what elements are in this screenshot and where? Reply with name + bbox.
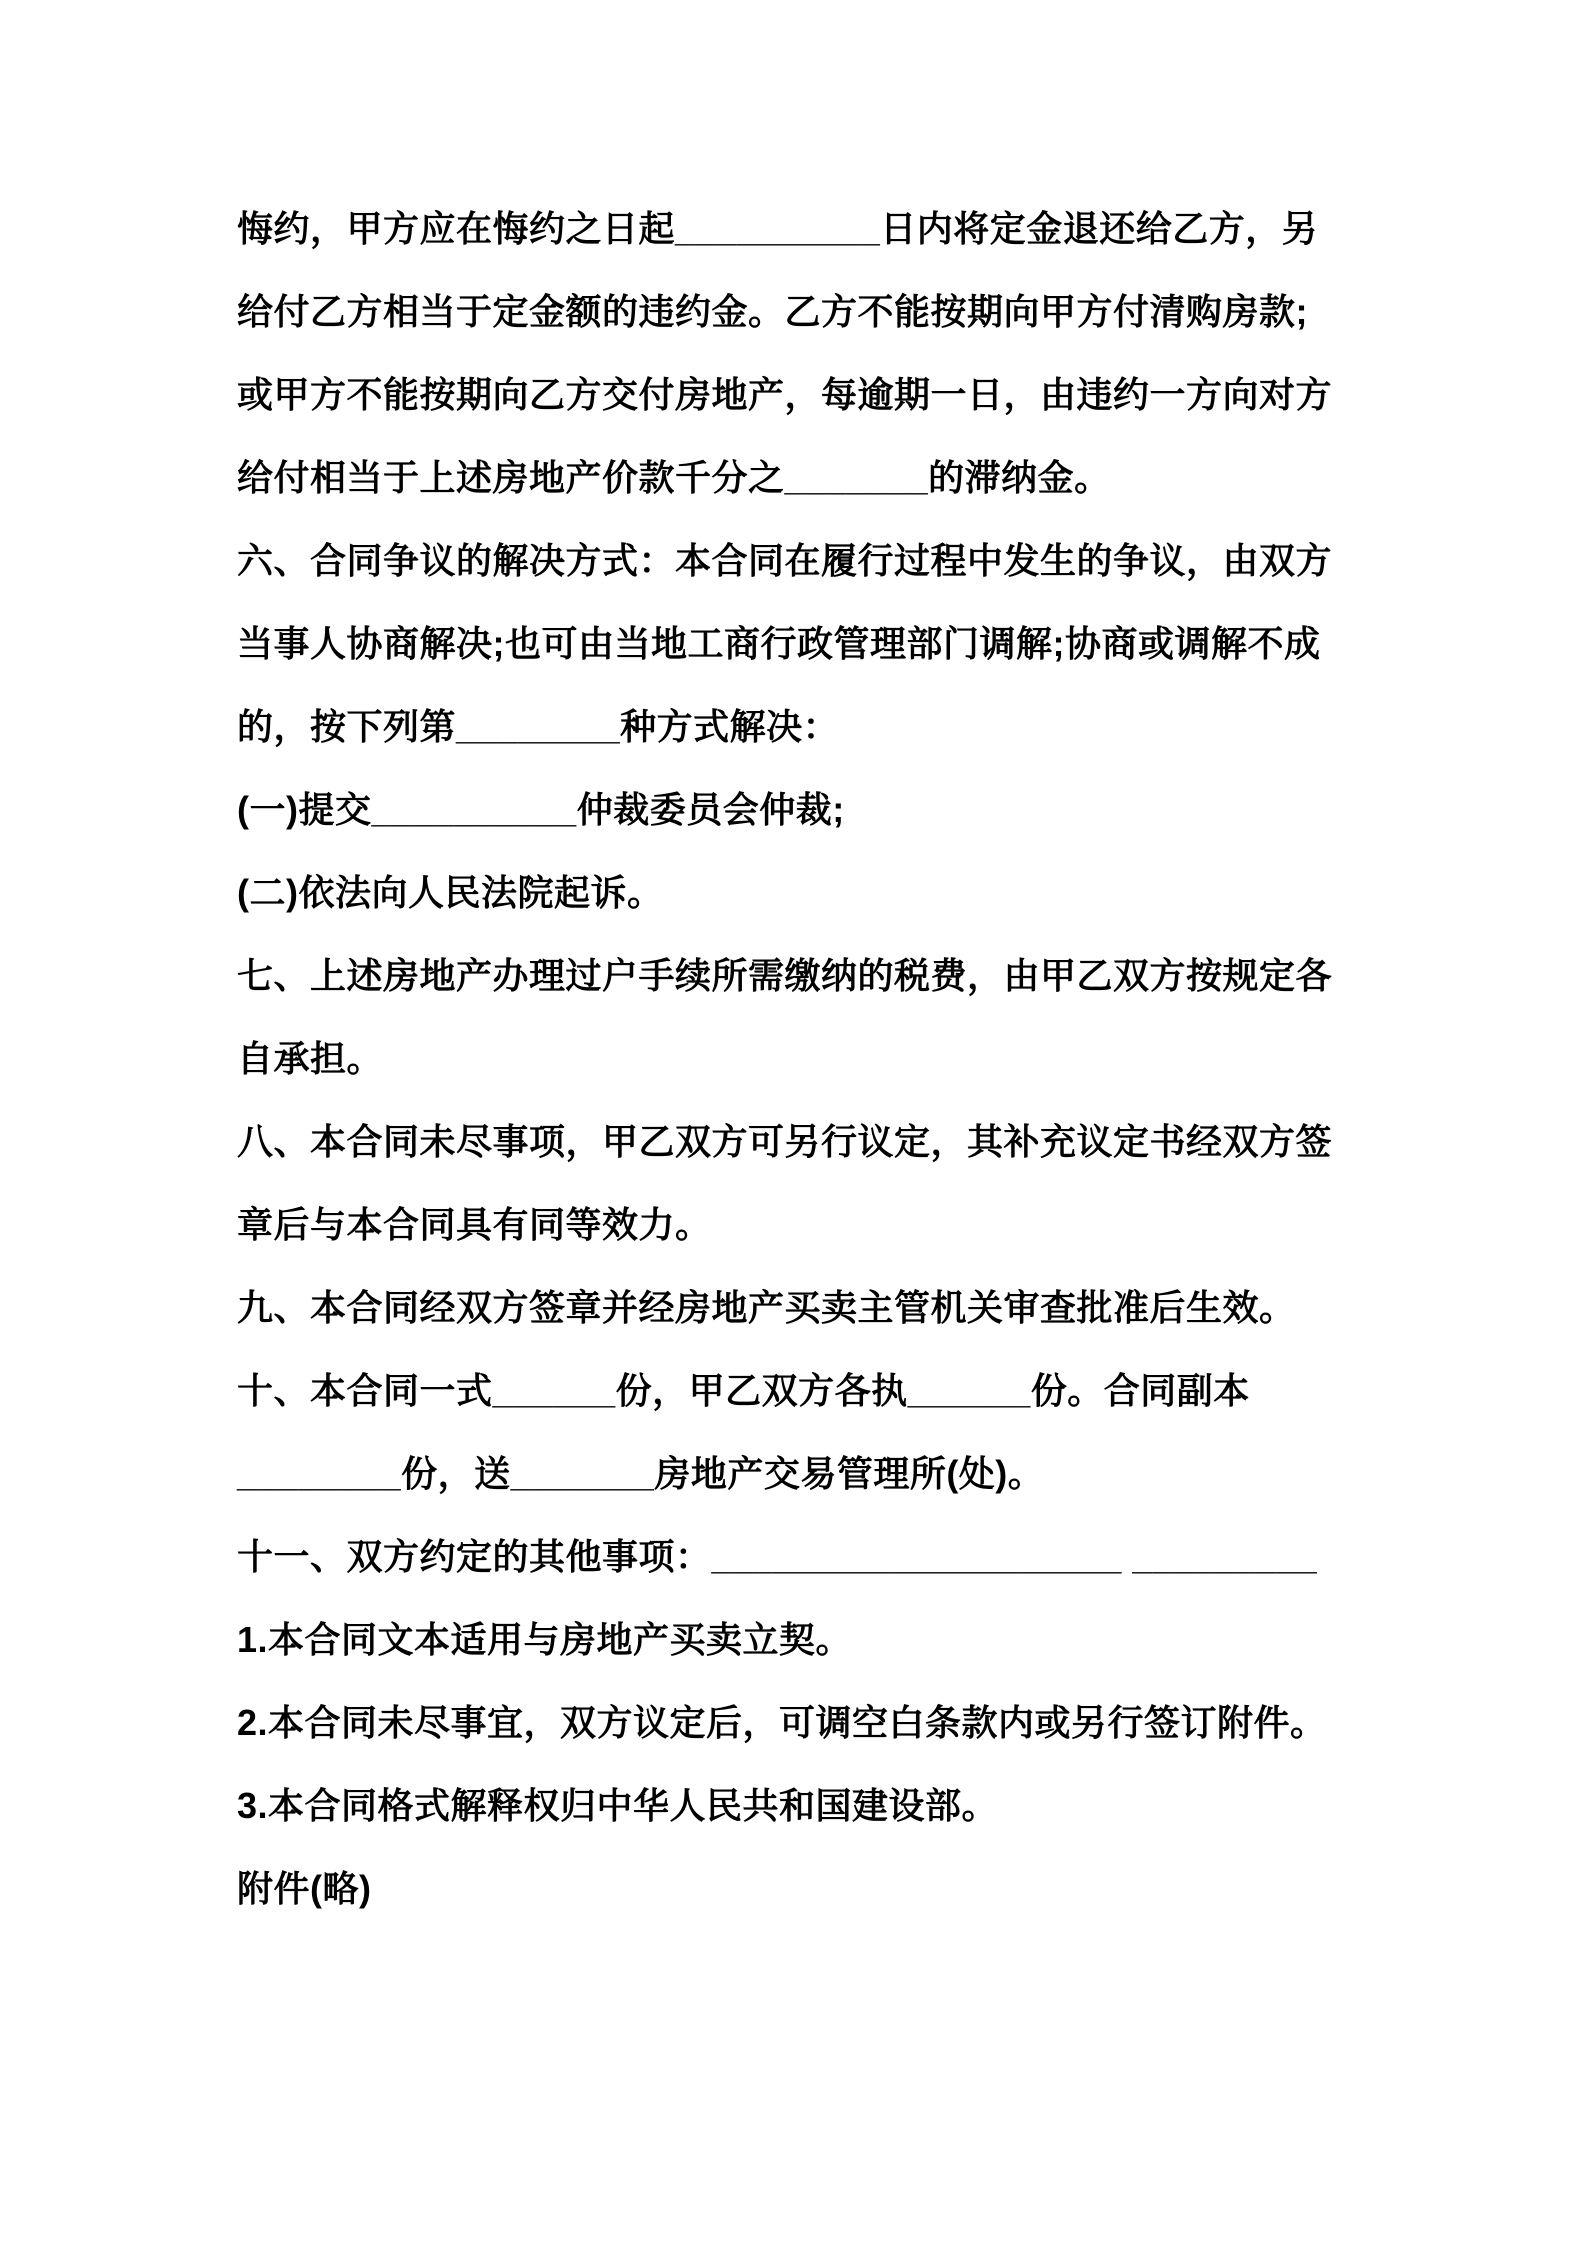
document-line: 悔约，甲方应在悔约之日起__________日内将定金退还给乙方，另 bbox=[237, 208, 1319, 249]
document-line: 十一、双方约定的其他事项：____________________ _________ bbox=[237, 1536, 1318, 1577]
document-line: (一)提交__________仲裁委员会仲裁; bbox=[237, 789, 845, 830]
document-line: 附件(略) bbox=[237, 1868, 372, 1909]
document-line: 六、合同争议的解决方式：本合同在履行过程中发生的争议，由双方 bbox=[237, 540, 1333, 581]
document-line: 或甲方不能按期向乙方交付房地产，每逾期一日，由违约一方向对方 bbox=[237, 374, 1333, 415]
document-line: 2.本合同未尽事宜，双方议定后，可调空白条款内或另行签订附件。 bbox=[237, 1702, 1327, 1743]
document-line: 七、上述房地产办理过户手续所需缴纳的税费，由甲乙双方按规定各 bbox=[237, 955, 1333, 996]
document-line: 3.本合同格式解释权归中华人民共和国建设部。 bbox=[237, 1785, 999, 1826]
document-line: 八、本合同未尽事项，甲乙双方可另行议定，其补充议定书经双方签 bbox=[237, 1121, 1333, 1162]
document-line: 的，按下列第________种方式解决： bbox=[237, 706, 840, 747]
document-line: 1.本合同文本适用与房地产买卖立契。 bbox=[237, 1619, 853, 1660]
document-line: 给付乙方相当于定金额的违约金。乙方不能按期向甲方付清购房款; bbox=[237, 291, 1308, 332]
document-line: 当事人协商解决;也可由当地工商行政管理部门调解;协商或调解不成 bbox=[237, 623, 1321, 664]
document-line: 九、本合同经双方签章并经房地产买卖主管机关审查批准后生效。 bbox=[237, 1287, 1296, 1328]
document-line: 章后与本合同具有同等效力。 bbox=[237, 1204, 712, 1245]
document-line: ________份，送_______房地产交易管理所(处)。 bbox=[237, 1453, 1045, 1494]
document-line: 自承担。 bbox=[237, 1038, 384, 1079]
document-line: (二)依法向人民法院起诉。 bbox=[237, 872, 664, 913]
contract-text-block bbox=[237, 187, 1447, 1930]
document-line: 十、本合同一式______份，甲乙双方各执______份。合同副本 bbox=[237, 1370, 1250, 1411]
document-line: 给付相当于上述房地产价款千分之_______的滞纳金。 bbox=[237, 457, 1111, 498]
